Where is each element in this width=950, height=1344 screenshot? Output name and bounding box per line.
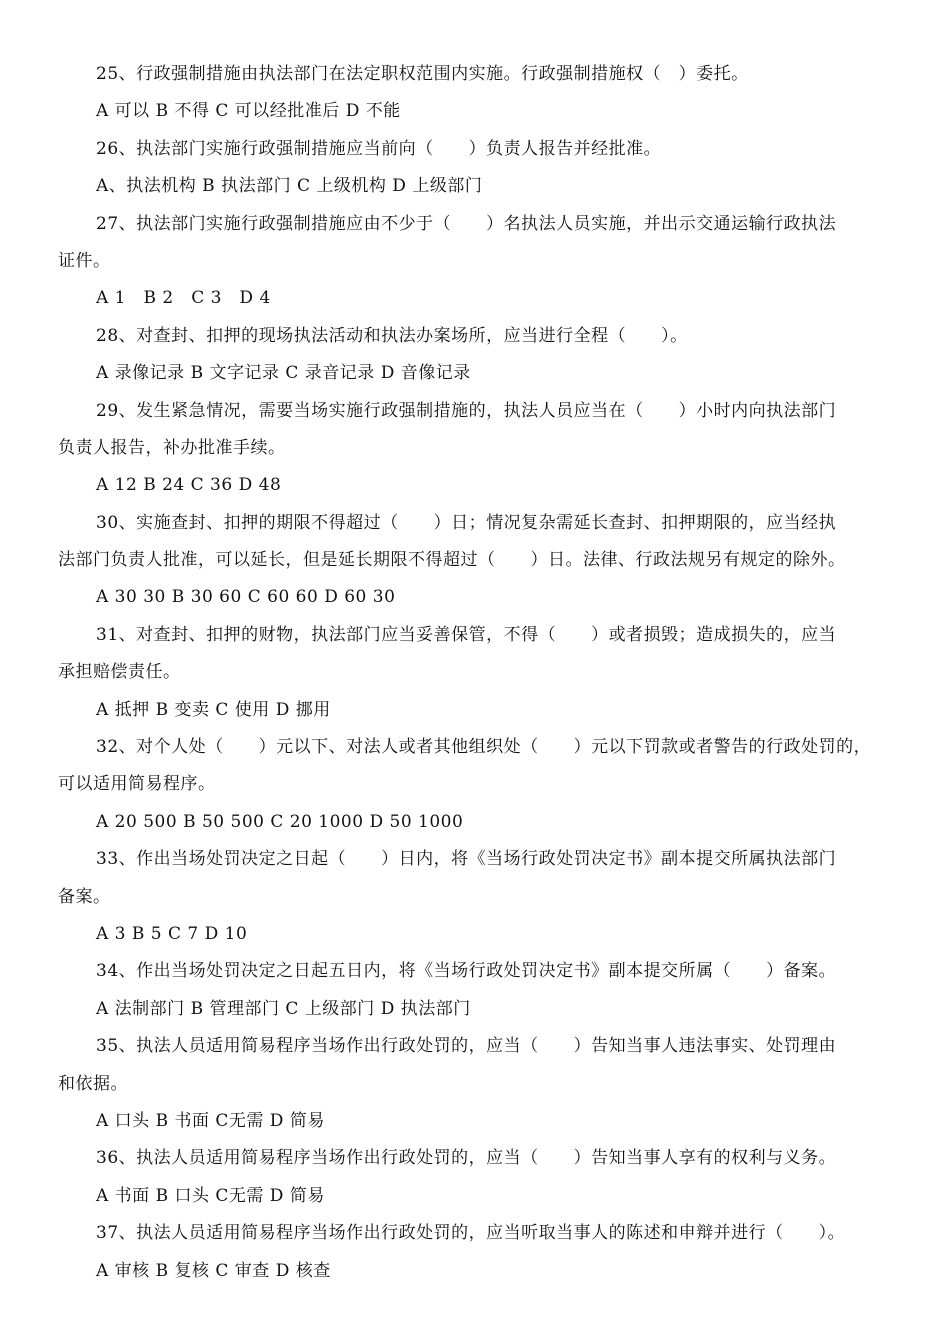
answer-options-line: A 可以 B 不得 C 可以经批准后 D 不能 [96, 101, 401, 122]
answer-options-line: A 抵押 B 变卖 C 使用 D 挪用 [96, 699, 331, 720]
question-continuation-line: 备案。 [58, 886, 111, 907]
answer-options-line: A 审核 B 复核 C 审查 D 核查 [96, 1260, 331, 1281]
question-continuation-line: 可以适用简易程序。 [58, 774, 216, 795]
question-list [58, 56, 892, 1290]
question-line: 31、对查封、扣押的财物，执法部门应当妥善保管，不得（ ）或者损毁；造成损失的，应当 [96, 624, 837, 645]
question-continuation-line: 承担赔偿责任。 [58, 662, 181, 683]
question-line: 27、执法部门实施行政强制措施应由不少于（ ）名执法人员实施，并出示交通运输行政执法 [96, 213, 837, 234]
question-continuation-line: 法部门负责人批准，可以延长，但是延长期限不得超过（ ）日。法律、行政法规另有规定的除外。 [58, 550, 846, 571]
question-line: 33、作出当场处罚决定之日起（ ）日内，将《当场行政处罚决定书》副本提交所属执法部门 [96, 849, 837, 870]
answer-options-line: A 口头 B 书面 C无需 D 简易 [96, 1110, 325, 1131]
question-continuation-line: 和依据。 [58, 1073, 128, 1094]
answer-options-line: A、执法机构 B 执法部门 C 上级机构 D 上级部门 [96, 176, 483, 197]
question-continuation-line: 证件。 [58, 250, 111, 271]
answer-options-line: A 12 B 24 C 36 D 48 [96, 475, 282, 496]
question-line: 28、对查封、扣押的现场执法活动和执法办案场所，应当进行全程（ ）。 [96, 325, 688, 346]
question-line: 34、作出当场处罚决定之日起五日内，将《当场行政处罚决定书》副本提交所属（ ）备案。 [96, 961, 837, 982]
question-line: 36、执法人员适用简易程序当场作出行政处罚的，应当（ ）告知当事人享有的权利与义务。 [96, 1148, 837, 1169]
answer-options-line: A 1 B 2 C 3 D 4 [96, 288, 271, 309]
answer-options-line: A 20 500 B 50 500 C 20 1000 D 50 1000 [96, 811, 464, 832]
question-line: 26、执法部门实施行政强制措施应当前向（ ）负责人报告并经批准。 [96, 138, 662, 159]
question-line: 29、发生紧急情况，需要当场实施行政强制措施的，执法人员应当在（ ）小时内向执法部门 [96, 400, 837, 421]
question-line: 30、实施查封、扣押的期限不得超过（ ）日；情况复杂需延长查封、扣押期限的，应当经执 [96, 512, 837, 533]
answer-options-line: A 3 B 5 C 7 D 10 [96, 923, 248, 944]
answer-options-line: A 书面 B 口头 C无需 D 简易 [96, 1185, 325, 1206]
question-line: 32、对个人处（ ）元以下、对法人或者其他组织处（ ）元以下罚款或者警告的行政处罚的， [96, 737, 872, 758]
question-continuation-line: 负责人报告，补办批准手续。 [58, 437, 286, 458]
question-line: 35、执法人员适用简易程序当场作出行政处罚的，应当（ ）告知当事人违法事实、处罚理由 [96, 1036, 837, 1057]
question-line: 25、行政强制措施由执法部门在法定职权范围内实施。行政强制措施权（ ）委托。 [96, 64, 749, 84]
answer-options-line: A 30 30 B 30 60 C 60 60 D 60 30 [96, 587, 396, 608]
answer-options-line: A 法制部门 B 管理部门 C 上级部门 D 执法部门 [96, 998, 471, 1019]
question-line: 37、执法人员适用简易程序当场作出行政处罚的，应当听取当事人的陈述和申辩并进行（ ）。 [96, 1223, 846, 1244]
answer-options-line: A 录像记录 B 文字记录 C 录音记录 D 音像记录 [96, 363, 471, 384]
